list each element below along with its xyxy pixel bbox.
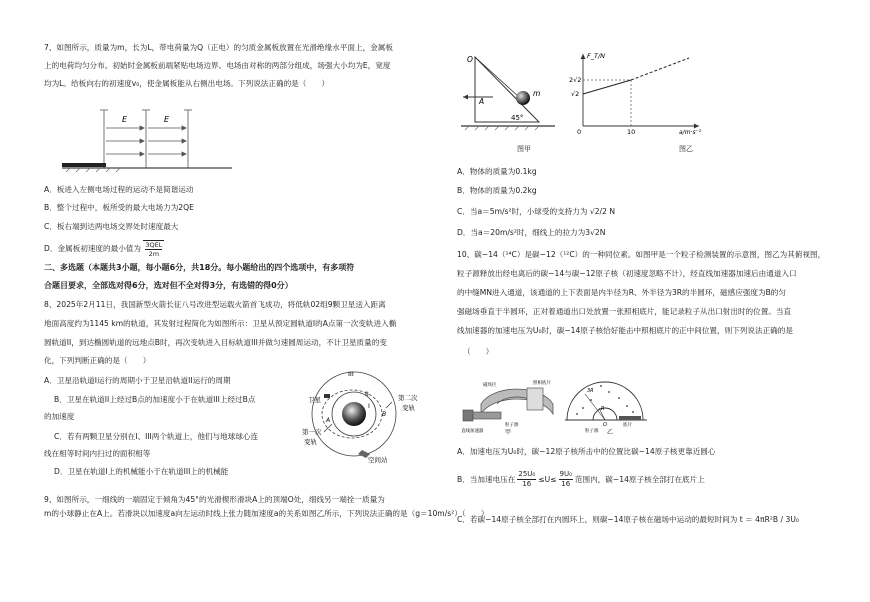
svg-text:0: 0 bbox=[577, 128, 582, 136]
svg-text:3R: 3R bbox=[587, 388, 594, 394]
svg-text:III: III bbox=[348, 370, 354, 378]
q9-option-c: C．当a＝5m/s²时，小球受的支持力为 √2/2 N bbox=[457, 207, 616, 216]
section2-line1: 二、多选题（本题共3小题，每小题6分，共18分。每小题给出的四个选项中，有多项符 bbox=[44, 263, 355, 272]
q7-option-c: C．板右端到达两电场交界处时速度最大 bbox=[44, 222, 179, 231]
detector-3d-figure bbox=[461, 364, 561, 436]
q10-option-b: B．当加速电压在 $\frac{\text{25U₀}}{16}$ ≤U≤ $\frac{\text{9U₀}}{16}$ 范围内，碳−14原子核全部打在底片上 bbox=[457, 470, 705, 488]
q7-line1: 7、如图所示，质量为m，长为L，带电荷量为Q（正电）的匀质金属板放置在光滑绝缘水平面上，金属板 bbox=[44, 43, 393, 52]
svg-text:2√2: 2√2 bbox=[569, 76, 582, 84]
svg-text:空间站: 空间站 bbox=[368, 456, 388, 464]
svg-text:45°: 45° bbox=[511, 114, 524, 122]
earth-icon bbox=[342, 402, 366, 426]
q10-option-a: A．加速电压为U₀时，碳−12原子核所击中的位置比碳−14原子核更靠近圆心 bbox=[457, 447, 716, 456]
field-label-left: E bbox=[122, 115, 128, 124]
svg-text:O: O bbox=[467, 55, 473, 64]
fraction-9u0-16: $\frac{\text{9U₀}}{16}$ bbox=[559, 470, 572, 488]
svg-text:II: II bbox=[365, 390, 369, 398]
field-label-right: E bbox=[164, 115, 170, 124]
q8-option-c2: 线在相等时间内扫过的面积相等 bbox=[44, 449, 151, 458]
svg-text:照相底片: 照相底片 bbox=[533, 381, 551, 386]
q9-line2: m的小球静止在A上。若滑块以加速度a向左运动时线上张力随加速度a的关系如图乙所示，下列说法正确的是（g＝10m/s²）（ ） bbox=[44, 509, 489, 518]
svg-text:m: m bbox=[533, 89, 541, 98]
q10-line4: 强磁场垂直于半圆环，正对着通道出口处放置一张照相底片，能记录粒子从出口射出时的位置。当直 bbox=[457, 307, 792, 316]
sqrt-fraction: 3QEL 2m bbox=[145, 241, 163, 258]
svg-text:A: A bbox=[479, 97, 485, 106]
svg-text:第一次: 第一次 bbox=[302, 428, 322, 436]
svg-text:底片: 底片 bbox=[623, 423, 632, 428]
q10-line1: 10、碳−14（¹⁴C）是碳−12（¹²C）的一种同位素。如图甲是一个粒子检测装置的示意图，图乙为其俯视图， bbox=[457, 250, 826, 259]
svg-text:粒子源: 粒子源 bbox=[585, 429, 599, 434]
svg-text:a/m·s⁻²: a/m·s⁻² bbox=[679, 129, 702, 136]
satellite-icon bbox=[324, 394, 330, 398]
q10-line3: 的中缝MN进入通道，该通道的上下表面是内半径为R、外半径为3R的半圆环，磁感应强度为B的匀 bbox=[457, 288, 786, 297]
detector-top-figure bbox=[561, 364, 651, 436]
svg-text:√2: √2 bbox=[571, 90, 580, 98]
fig10-jia-caption: 甲 bbox=[505, 429, 512, 436]
svg-text:粒子源: 粒子源 bbox=[505, 423, 519, 428]
linear-accelerator bbox=[471, 412, 501, 419]
q8-option-b2: 的加速度 bbox=[44, 412, 75, 421]
q10-line2: 粒子源释放出经电离后的碳−14与碳−12原子核（初速度忽略不计），经直线加速器加速后由通道入口 bbox=[457, 269, 797, 278]
q9-option-b: B．物体的质量为0.2kg bbox=[457, 186, 537, 195]
q8-option-c1: C．若有两颗卫星分别在I、III两个轨道上，他们与地球球心连 bbox=[54, 432, 259, 441]
svg-text:直线加速器: 直线加速器 bbox=[461, 429, 484, 434]
svg-text:A: A bbox=[326, 417, 331, 424]
svg-text:I: I bbox=[368, 402, 370, 410]
svg-text:10: 10 bbox=[627, 128, 636, 136]
q10-line5: 线加速器的加速电压为U₀时，碳−14原子核恰好能击中照相底片的正中间位置，则下列说法正确的是 bbox=[457, 326, 793, 335]
fig-jia-caption: 图甲 bbox=[517, 145, 531, 153]
q8-line1: 8、2025年2月11日，我国新型火箭长征八号改进型运载火箭首飞成功，将低轨02组9颗卫星送入距离 bbox=[44, 300, 386, 309]
fig10-yi-caption: 乙 bbox=[607, 429, 614, 436]
svg-text:F_T/N: F_T/N bbox=[587, 52, 606, 60]
metal-plate bbox=[62, 163, 106, 167]
q9-line1: 9、如图所示，一细线的一端固定于倾角为45°的光滑楔形滑块A上的顶端O处，细线另一端拴一质量为 bbox=[44, 495, 385, 504]
q7-option-b: B．整个过程中，板所受的最大电场力为2QE bbox=[44, 203, 194, 212]
svg-text:变轨: 变轨 bbox=[402, 404, 415, 412]
q10-option-c: C．若碳−14原子核全部打在内圆环上，则碳−14原子核在磁场中运动的最短时间为 t ＝ 4πR²B / 3U₀ bbox=[457, 515, 799, 524]
svg-text:磁场区: 磁场区 bbox=[483, 383, 497, 388]
ball-icon bbox=[516, 91, 530, 105]
q8-option-d: D．卫星在轨道I上的机械能小于在轨道III上的机械能 bbox=[54, 467, 229, 476]
fraction-25u0-16: $\frac{\text{25U₀}}{16}$ bbox=[518, 470, 536, 488]
q8-option-a: A．卫星沿轨道I运行的周期小于卫星沿轨道II运行的周期 bbox=[44, 376, 231, 385]
q10-line6: （ ） bbox=[463, 347, 494, 356]
svg-text:第二次: 第二次 bbox=[398, 394, 418, 402]
q8-line4: 化，下列判断正确的是（ ） bbox=[44, 356, 151, 365]
q8-option-b1: B．卫星在轨道II上经过B点的加速度小于在轨道III上经过B点 bbox=[54, 395, 256, 404]
wedge-figure bbox=[459, 52, 559, 147]
q8-line2: 地面高度约为1145 km的轨道，其发射过程简化为如图所示：卫星从预定圆轨道I的A点第一次变轨进入椭 bbox=[44, 319, 397, 328]
photo-film bbox=[527, 388, 543, 410]
q7-line3: 均为L。给板向右的初速度v₀，使金属板能从右侧出电场。下列说法正确的是（ ） bbox=[44, 79, 330, 88]
q7-option-a: A．板进入左侧电场过程的运动不是简谐运动 bbox=[44, 185, 194, 194]
q7-line2: 上的电荷均匀分布。初始时金属板前端紧贴电场边界。电场由对称的两部分组成，场强大小均为E，宽度 bbox=[44, 61, 391, 70]
electric-field-figure bbox=[62, 108, 242, 173]
q9-option-a: A．物体的质量为0.1kg bbox=[457, 167, 537, 176]
svg-text:变轨: 变轨 bbox=[304, 438, 317, 446]
q7-option-d-prefix: D．金属板初速度的最小值为 bbox=[44, 244, 141, 253]
svg-text:卫星: 卫星 bbox=[308, 396, 321, 404]
tension-graph bbox=[569, 48, 709, 138]
orbit-figure bbox=[302, 366, 442, 478]
svg-text:O: O bbox=[603, 422, 607, 428]
section2-line2: 合题目要求，全部选对得6分，选对但不全对得3分，有选错的得0分） bbox=[44, 281, 293, 290]
fig-yi-caption: 图乙 bbox=[679, 145, 693, 153]
svg-text:B: B bbox=[382, 411, 387, 418]
svg-text:R: R bbox=[601, 406, 605, 412]
q9-option-d: D．当a＝20m/s²时，细线上的拉力为3√2N bbox=[457, 228, 606, 237]
film-strip bbox=[619, 416, 641, 420]
q8-line3: 圆轨道II，到达椭圆轨道的远地点B时，再次变轨进入目标轨道III并做匀速圆周运动，不计卫星质量的变 bbox=[44, 338, 387, 347]
q7-option-d bbox=[44, 240, 164, 258]
